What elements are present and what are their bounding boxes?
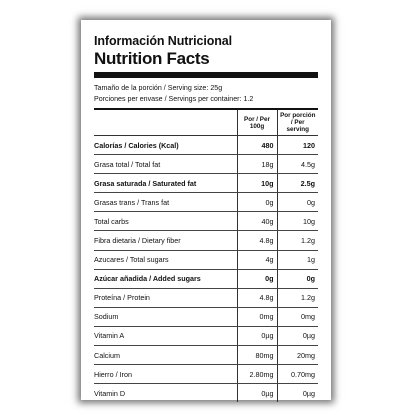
nutrient-name: Grasas trans / Trans fat bbox=[94, 193, 237, 212]
value-per-serving: 1.2g bbox=[277, 288, 318, 307]
value-per-100g: 40g bbox=[237, 212, 277, 231]
header-nutrient-column bbox=[94, 110, 237, 136]
value-per-serving: 0.70mg bbox=[277, 365, 318, 384]
value-per-100g: 18g bbox=[237, 155, 277, 174]
nutrient-name: Hierro / Iron bbox=[94, 365, 237, 384]
value-per-serving: 0g bbox=[277, 269, 318, 288]
table-header-row bbox=[94, 110, 318, 136]
servings-per-container: Porciones per envase / Servings per container: 1.2 bbox=[94, 95, 254, 103]
table-row bbox=[94, 288, 318, 307]
nutrient-name: Calcium bbox=[94, 346, 237, 365]
value-per-100g: 0g bbox=[237, 193, 277, 212]
serving-size: Tamaño de la porción / Serving size: 25g bbox=[94, 84, 223, 92]
value-per-100g: 2.80mg bbox=[237, 365, 277, 384]
thick-divider bbox=[94, 72, 318, 78]
header-per-100g: Por / Per 100g bbox=[237, 110, 277, 136]
nutrition-rows bbox=[94, 136, 318, 403]
nutrition-table bbox=[94, 110, 318, 402]
table-row bbox=[94, 384, 318, 403]
value-per-serving: 0µg bbox=[277, 326, 318, 345]
value-per-100g: 4.8g bbox=[237, 231, 277, 250]
table-row bbox=[94, 365, 318, 384]
value-per-100g: 80mg bbox=[237, 346, 277, 365]
value-per-100g: 0µg bbox=[237, 384, 277, 403]
nutrient-name: Calorías / Calories (Kcal) bbox=[94, 136, 237, 155]
value-per-serving: 0mg bbox=[277, 307, 318, 326]
title-english: Nutrition Facts bbox=[94, 49, 210, 68]
table-row bbox=[94, 155, 318, 174]
table-row bbox=[94, 174, 318, 193]
value-per-serving: 0g bbox=[277, 193, 318, 212]
nutrient-name: Grasa saturada / Saturated fat bbox=[94, 174, 237, 193]
table-row bbox=[94, 269, 318, 288]
nutrient-name: Azucares / Total sugars bbox=[94, 250, 237, 269]
value-per-serving: 10g bbox=[277, 212, 318, 231]
value-per-100g: 0mg bbox=[237, 307, 277, 326]
value-per-serving: 1g bbox=[277, 250, 318, 269]
title-spanish: Información Nutricional bbox=[94, 34, 232, 48]
value-per-serving: 20mg bbox=[277, 346, 318, 365]
table-row bbox=[94, 136, 318, 155]
nutrient-name: Grasa total / Total fat bbox=[94, 155, 237, 174]
nutrient-name: Sodium bbox=[94, 307, 237, 326]
value-per-100g: 4g bbox=[237, 250, 277, 269]
header-per-serving: Por porción / Per serving bbox=[277, 110, 318, 136]
nutrient-name: Vitamin D bbox=[94, 388, 126, 398]
value-per-serving: 2.5g bbox=[277, 174, 318, 193]
value-per-serving: 1.2g bbox=[277, 231, 318, 250]
table-row bbox=[94, 212, 318, 231]
value-per-serving: 0µg bbox=[277, 384, 318, 403]
value-per-100g: 10g bbox=[237, 174, 277, 193]
table-row bbox=[94, 307, 318, 326]
table-row bbox=[94, 231, 318, 250]
table-row bbox=[94, 326, 318, 345]
table-row bbox=[94, 193, 318, 212]
nutrition-label bbox=[81, 20, 331, 400]
value-per-100g: 0g bbox=[237, 269, 277, 288]
value-per-100g: 480 bbox=[237, 136, 277, 155]
nutrient-name: Proteína / Protein bbox=[94, 288, 237, 307]
nutrient-name: Fibra dietaria / Dietary fiber bbox=[94, 231, 237, 250]
nutrient-name: Azúcar añadida / Added sugars bbox=[94, 269, 237, 288]
value-per-serving: 4.5g bbox=[277, 155, 318, 174]
nutrient-name: Total carbs bbox=[94, 212, 237, 231]
table-row bbox=[94, 346, 318, 365]
value-per-100g: 4.8g bbox=[237, 288, 277, 307]
value-per-serving: 120 bbox=[277, 136, 318, 155]
nutrient-name: Vitamin A bbox=[94, 326, 237, 345]
value-per-100g: 0µg bbox=[237, 326, 277, 345]
table-row bbox=[94, 250, 318, 269]
